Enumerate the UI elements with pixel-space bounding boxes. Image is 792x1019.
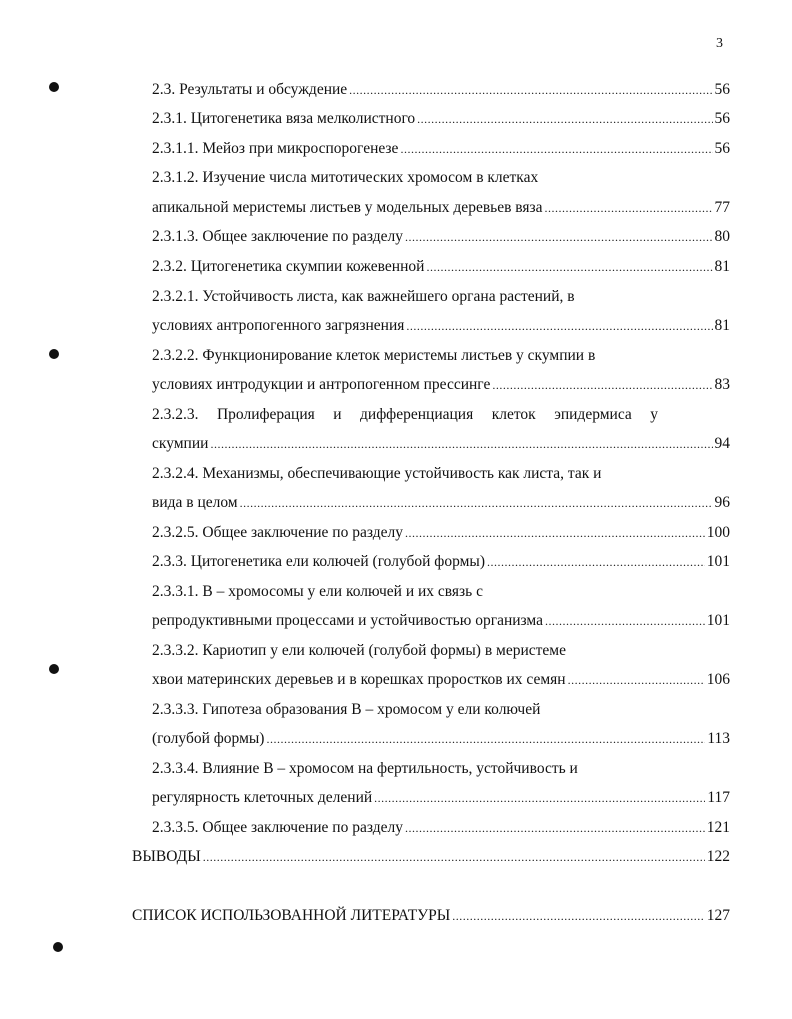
toc-entry-title: 2.3.2.5. Общее заключение по разделу xyxy=(152,524,403,541)
toc-entry-conclusions xyxy=(132,847,730,867)
toc-entry-title: репродуктивными процессами и устойчивостью организма xyxy=(152,612,544,629)
binder-hole-mark xyxy=(49,82,59,92)
toc-leader-dots xyxy=(405,227,713,247)
toc-leader-dots xyxy=(203,847,705,867)
toc-entry xyxy=(152,434,730,454)
toc-leader-dots xyxy=(568,670,705,690)
toc-entry-title: 2.3. Результаты и обсуждение xyxy=(152,81,348,98)
toc-entry-page: 80 xyxy=(714,228,730,245)
toc-leader-dots xyxy=(545,198,713,218)
toc-entry xyxy=(152,316,730,336)
toc-entry xyxy=(152,80,730,100)
toc-leader-dots xyxy=(406,316,712,336)
toc-leader-dots xyxy=(266,729,705,749)
toc-entry xyxy=(152,552,730,572)
toc-entry-title: (голубой формы) xyxy=(152,730,265,747)
toc-leader-dots xyxy=(452,906,704,926)
toc-entry-title: вида в целом xyxy=(152,494,238,511)
toc-entry-first-line: 2.3.3.2. Кариотип у ели колючей (голубой формы) в меристеме xyxy=(152,642,566,659)
toc-entry-first-line: 2.3.2.4. Механизмы, обеспечивающие устойчивость как листа, так и xyxy=(152,465,602,482)
toc-entry xyxy=(152,523,730,543)
toc-entry xyxy=(152,375,730,395)
toc-entry-page: 83 xyxy=(714,376,730,393)
page-number: 3 xyxy=(716,36,723,51)
toc-leader-dots xyxy=(426,257,712,277)
toc-entry-page: 101 xyxy=(706,553,730,570)
toc-entry-first-line: 2.3.3.1. В – хромосомы у ели колючей и их связь с xyxy=(152,583,483,600)
toc-entry-page: 81 xyxy=(714,258,730,275)
toc-word: и xyxy=(333,406,342,423)
toc-word: дифференциация xyxy=(360,406,474,423)
toc-entry-first-line: 2.3.3.4. Влияние В – хромосом на фертильность, устойчивость и xyxy=(152,760,578,777)
toc-entry-title: регулярность клеточных делений xyxy=(152,789,373,806)
toc-leader-dots xyxy=(487,552,705,572)
toc-entry xyxy=(152,109,730,129)
binder-hole-mark xyxy=(49,664,59,674)
toc-entry-title: 2.3.1.1. Мейоз при микроспорогенезе xyxy=(152,140,399,157)
toc-entry-title: 2.3.1. Цитогенетика вяза мелколистного xyxy=(152,110,416,127)
toc-entry-page: 100 xyxy=(706,524,730,541)
toc-leader-dots xyxy=(492,375,712,395)
toc-entry-first-line: 2.3.1.2. Изучение числа митотических хромосом в клетках xyxy=(152,169,539,186)
toc-leader-dots xyxy=(400,139,712,159)
toc-word: Пролиферация xyxy=(216,406,315,423)
toc-entry-page: 56 xyxy=(714,110,730,127)
toc-word: 2.3.2.3. xyxy=(152,406,199,423)
toc-entry xyxy=(152,818,730,838)
toc-entry-page: 101 xyxy=(706,612,730,629)
toc-entry-first-line: 2.3.3.3. Гипотеза образования В – хромосом у ели колючей xyxy=(152,701,541,718)
toc-entry-first-line xyxy=(152,405,658,425)
toc-entry-first-line: 2.3.2.2. Функционирование клеток меристемы листьев у скумпии в xyxy=(152,347,596,364)
toc-entry-page: 56 xyxy=(714,81,730,98)
toc-leader-dots xyxy=(405,818,705,838)
toc-entry xyxy=(152,257,730,277)
toc-entry-page: 127 xyxy=(706,907,730,924)
toc-entry-title: условиях антропогенного загрязнения xyxy=(152,317,405,334)
toc-entry-page: 94 xyxy=(714,435,730,452)
toc-entry-title: хвои материнских деревьев и в корешках проростков их семян xyxy=(152,671,566,688)
toc-entry-page: 113 xyxy=(707,730,730,747)
toc-entry-title: условиях интродукции и антропогенном прессинге xyxy=(152,376,491,393)
toc-word: клеток xyxy=(491,406,536,423)
toc-leader-dots xyxy=(417,109,712,129)
toc-entry-page: 77 xyxy=(714,199,730,216)
toc-leader-dots xyxy=(545,611,705,631)
binder-hole-mark xyxy=(49,349,59,359)
toc-entry-title: ВЫВОДЫ xyxy=(132,848,201,865)
toc-entry xyxy=(152,670,730,690)
toc-entry xyxy=(152,611,730,631)
toc-word: эпидермиса xyxy=(554,406,632,423)
toc-entry-first-line: 2.3.2.1. Устойчивость листа, как важнейшего органа растений, в xyxy=(152,288,575,305)
toc-entry-title: СПИСОК ИСПОЛЬЗОВАННОЙ ЛИТЕРАТУРЫ xyxy=(132,907,451,924)
toc-entry-page: 56 xyxy=(714,140,730,157)
toc-entry xyxy=(152,227,730,247)
toc-entry-page: 81 xyxy=(714,317,730,334)
toc-entry-page: 122 xyxy=(706,848,730,865)
toc-leader-dots xyxy=(349,80,712,100)
toc-entry-page: 117 xyxy=(707,789,730,806)
toc-entry xyxy=(152,493,730,513)
toc-entry-references xyxy=(132,906,730,926)
toc-entry-page: 121 xyxy=(706,819,730,836)
toc-entry-title: 2.3.1.3. Общее заключение по разделу xyxy=(152,228,403,245)
toc-entry xyxy=(152,729,730,749)
toc-entry xyxy=(152,139,730,159)
toc-leader-dots xyxy=(374,788,705,808)
toc-entry-title: 2.3.3. Цитогенетика ели колючей (голубой формы) xyxy=(152,553,485,570)
toc-entry xyxy=(152,788,730,808)
toc-leader-dots xyxy=(240,493,713,513)
binder-hole-mark xyxy=(53,942,63,952)
toc-entry-title: 2.3.2. Цитогенетика скумпии кожевенной xyxy=(152,258,425,275)
toc-entry xyxy=(152,198,730,218)
toc-entry-title: 2.3.3.5. Общее заключение по разделу xyxy=(152,819,403,836)
toc-leader-dots xyxy=(405,523,705,543)
toc-entry-page: 106 xyxy=(706,671,730,688)
toc-entry-title: апикальной меристемы листьев у модельных деревьев вяза xyxy=(152,199,543,216)
toc-leader-dots xyxy=(210,434,712,454)
toc-entry-title: скумпии xyxy=(152,435,209,452)
toc-entry-page: 96 xyxy=(714,494,730,511)
toc-word: у xyxy=(650,406,658,423)
